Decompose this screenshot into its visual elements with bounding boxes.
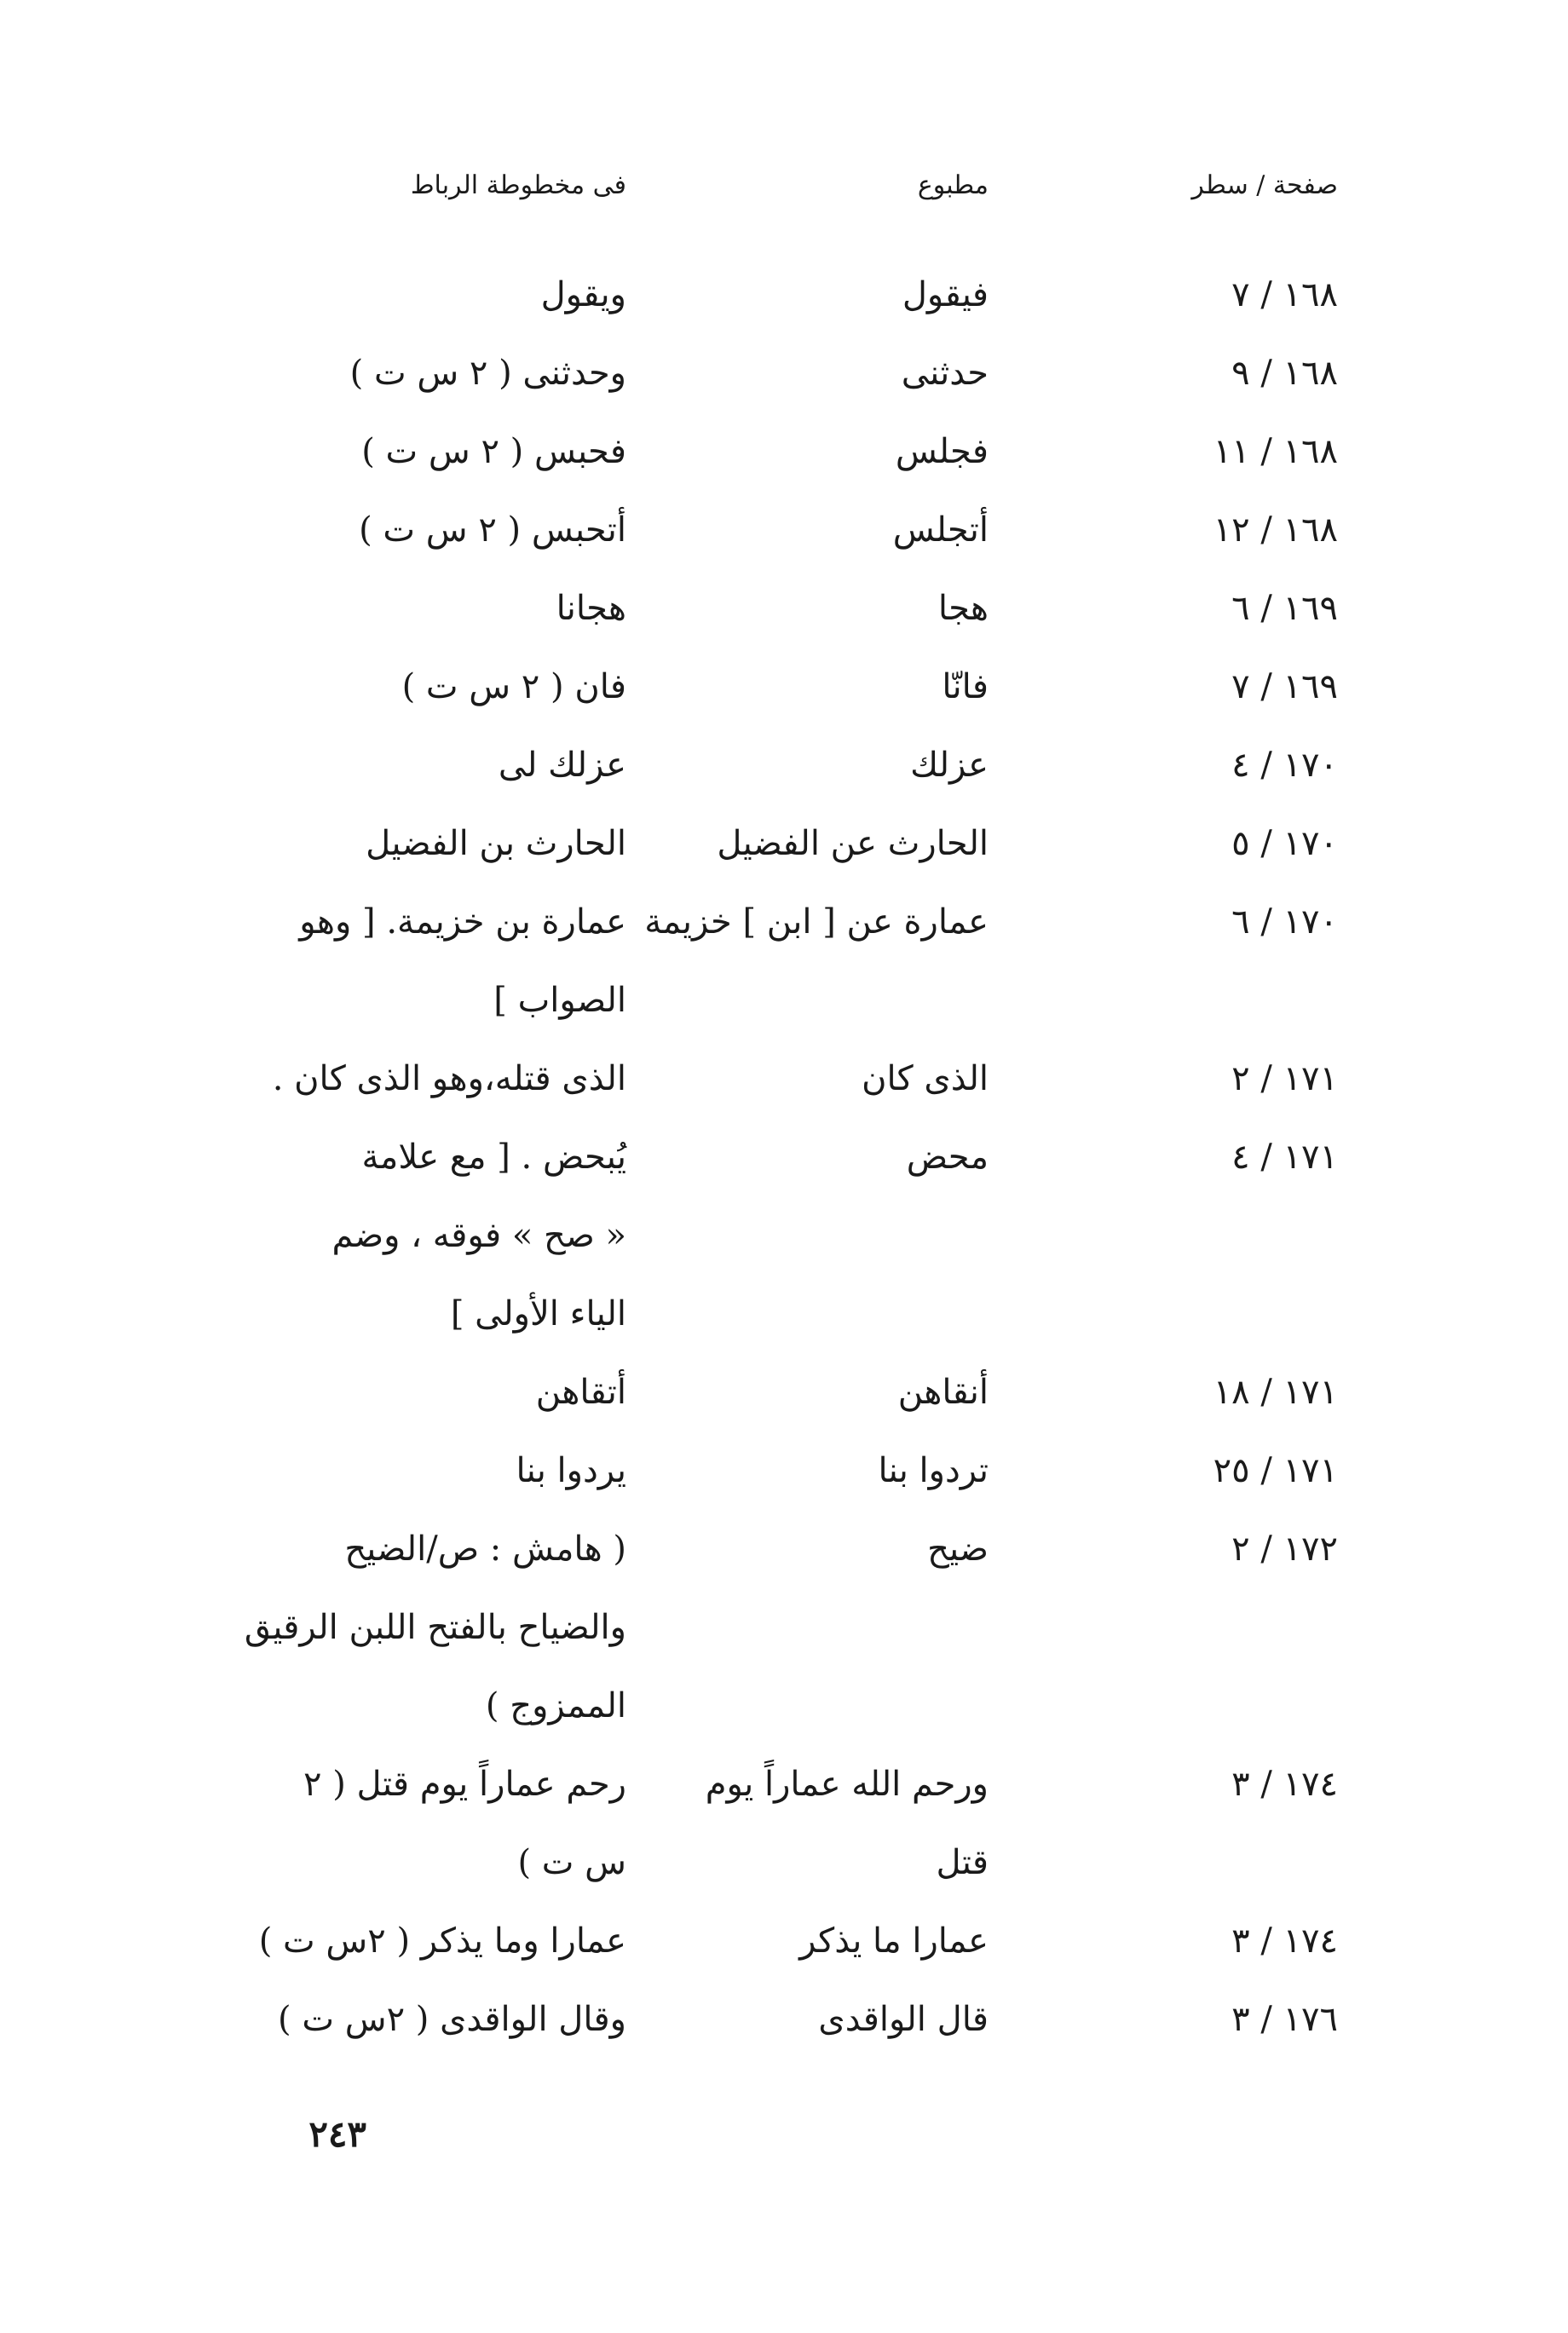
manuscript-reading-line: س ت ): [517, 1843, 626, 1882]
manuscript-reading-line: أتحبس ( ٢ س ت ): [359, 510, 626, 550]
table-row: [0, 1510, 1568, 1745]
table-row: [0, 412, 1568, 491]
printed-reading-line: ورحم الله عماراً يوم: [705, 1765, 989, 1804]
row-page-line-ref: ١٦٨ / ١١: [1213, 432, 1338, 471]
variants-table: [0, 256, 1568, 2059]
row-page-line-ref: ١٧١ / ٢: [1231, 1059, 1338, 1098]
table-row: [0, 1353, 1568, 1431]
table-row: [0, 1980, 1568, 2059]
row-page-line-ref: ١٧٤ / ٣: [1231, 1765, 1338, 1804]
row-page-line-ref: ١٧١ / ١٨: [1213, 1373, 1338, 1412]
row-manuscript-reading: [234, 1980, 626, 2059]
printed-reading-line: فيقول: [902, 275, 989, 314]
manuscript-reading-line: فحبس ( ٢ س ت ): [361, 432, 626, 471]
row-page-line-ref: ١٦٨ / ٩: [1231, 354, 1338, 393]
header-rabat-manuscript: فى مخطوطة الرباط: [410, 170, 626, 200]
manuscript-reading-line: عمارة بن خزيمة. [ وهو: [299, 902, 626, 942]
table-row: [0, 1431, 1568, 1510]
printed-reading-line: فجلس: [895, 432, 989, 471]
page-number: ٢٤٣: [308, 2113, 366, 2155]
row-page-line-ref: ١٧١ / ٢٥: [1213, 1451, 1338, 1490]
row-printed-reading: [631, 883, 989, 961]
printed-reading-line: الحارث عن الفضيل: [717, 824, 989, 863]
printed-reading-line: عمارة عن [ ابن ] خزيمة: [644, 902, 989, 942]
row-manuscript-reading: [234, 1431, 626, 1510]
printed-reading-line: محض: [906, 1138, 989, 1177]
printed-reading-line: تردوا بنا: [878, 1451, 989, 1490]
row-printed-reading: [631, 648, 989, 726]
row-printed-reading: [631, 1431, 989, 1510]
manuscript-reading-line: الممزوج ): [485, 1686, 626, 1725]
printed-reading-line: أنقاهن: [897, 1373, 989, 1412]
row-printed-reading: [631, 491, 989, 569]
header-page-line: صفحة / سطر: [1191, 170, 1338, 200]
header-printed-edition: مطبوع: [917, 170, 989, 200]
table-row: [0, 804, 1568, 883]
manuscript-reading-line: أتقاهن: [535, 1373, 626, 1412]
manuscript-reading-line: عمارا وما يذكر ( ٢س ت ): [258, 1921, 626, 1961]
row-page-line-ref: ١٦٩ / ٧: [1231, 667, 1338, 706]
table-row: [0, 1902, 1568, 1980]
row-manuscript-reading: [234, 648, 626, 726]
table-row: [0, 1040, 1568, 1118]
row-page-line-ref: ١٧٠ / ٥: [1231, 824, 1338, 863]
row-page-line-ref: ١٧٠ / ٦: [1231, 902, 1338, 942]
manuscript-reading-line: والضياح بالفتح اللبن الرقيق: [244, 1608, 626, 1647]
row-printed-reading: [631, 1118, 989, 1196]
row-page-line-ref: ١٦٩ / ٦: [1231, 589, 1338, 628]
row-manuscript-reading: [234, 412, 626, 491]
table-row: [0, 256, 1568, 334]
row-manuscript-reading: [234, 569, 626, 648]
manuscript-reading-line: الحارث بن الفضيل: [366, 824, 626, 863]
manuscript-reading-line: « صح » فوقه ، وضم: [331, 1216, 626, 1255]
manuscript-reading-line: ويقول: [540, 275, 626, 314]
row-page-line-ref: ١٧٤ / ٣: [1231, 1921, 1338, 1961]
row-page-line-ref: ١٧٠ / ٤: [1231, 746, 1338, 785]
printed-reading-line: أتجلس: [892, 510, 989, 550]
table-row: [0, 648, 1568, 726]
manuscript-reading-line: يُبحض . [ مع علامة: [361, 1138, 626, 1177]
row-printed-reading: [631, 412, 989, 491]
row-manuscript-reading: [234, 256, 626, 334]
row-manuscript-reading: [234, 1745, 626, 1902]
manuscript-reading-line: فان ( ٢ س ت ): [401, 667, 626, 706]
printed-reading-line: حدثنى: [901, 354, 989, 393]
row-manuscript-reading: [234, 804, 626, 883]
row-manuscript-reading: [234, 726, 626, 804]
row-manuscript-reading: [234, 1902, 626, 1980]
row-printed-reading: [631, 256, 989, 334]
row-printed-reading: [631, 1902, 989, 1980]
row-manuscript-reading: [234, 491, 626, 569]
row-manuscript-reading: [234, 1118, 626, 1353]
row-manuscript-reading: [234, 1040, 626, 1118]
printed-reading-line: فانّا: [942, 667, 989, 706]
manuscript-reading-line: الذى قتله،وهو الذى كان .: [272, 1059, 626, 1098]
table-row: [0, 491, 1568, 569]
manuscript-reading-line: رحم عماراً يوم قتل ( ٢: [303, 1765, 626, 1804]
printed-reading-line: قال الواقدى: [818, 2000, 989, 2039]
table-row: [0, 1745, 1568, 1902]
printed-reading-line: ضيح: [927, 1529, 989, 1569]
manuscript-reading-line: وقال الواقدى ( ٢س ت ): [278, 2000, 626, 2039]
printed-reading-line: قتل: [936, 1843, 989, 1882]
printed-reading-line: الذى كان: [862, 1059, 989, 1098]
printed-reading-line: هجا: [937, 589, 989, 628]
manuscript-reading-line: هجانا: [556, 589, 626, 628]
row-manuscript-reading: [234, 1353, 626, 1431]
printed-reading-line: عزلك: [910, 746, 989, 785]
manuscript-reading-line: ( هامش : ص/الضيح: [344, 1529, 626, 1569]
printed-reading-line: عمارا ما يذكر: [799, 1921, 989, 1961]
manuscript-reading-line: الياء الأولى ]: [450, 1294, 626, 1334]
row-printed-reading: [631, 1040, 989, 1118]
table-row: [0, 883, 1568, 1040]
manuscript-reading-line: يردوا بنا: [516, 1451, 626, 1490]
row-manuscript-reading: [234, 883, 626, 1040]
row-printed-reading: [631, 1510, 989, 1588]
row-printed-reading: [631, 569, 989, 648]
row-manuscript-reading: [234, 334, 626, 412]
manuscript-reading-line: الصواب ]: [493, 981, 626, 1020]
row-printed-reading: [631, 804, 989, 883]
row-printed-reading: [631, 726, 989, 804]
row-printed-reading: [631, 1353, 989, 1431]
row-page-line-ref: ١٦٨ / ١٢: [1213, 510, 1338, 550]
table-row: [0, 334, 1568, 412]
row-printed-reading: [631, 334, 989, 412]
table-row: [0, 1118, 1568, 1353]
row-page-line-ref: ١٧٦ / ٣: [1231, 2000, 1338, 2039]
row-page-line-ref: ١٦٨ / ٧: [1231, 275, 1338, 314]
row-printed-reading: [631, 1980, 989, 2059]
table-row: [0, 569, 1568, 648]
row-printed-reading: [631, 1745, 989, 1902]
manuscript-reading-line: وحدثنى ( ٢ س ت ): [349, 354, 626, 393]
row-page-line-ref: ١٧٢ / ٢: [1231, 1529, 1338, 1569]
manuscript-reading-line: عزلك لى: [498, 746, 626, 785]
row-manuscript-reading: [234, 1510, 626, 1745]
table-row: [0, 726, 1568, 804]
row-page-line-ref: ١٧١ / ٤: [1231, 1138, 1338, 1177]
